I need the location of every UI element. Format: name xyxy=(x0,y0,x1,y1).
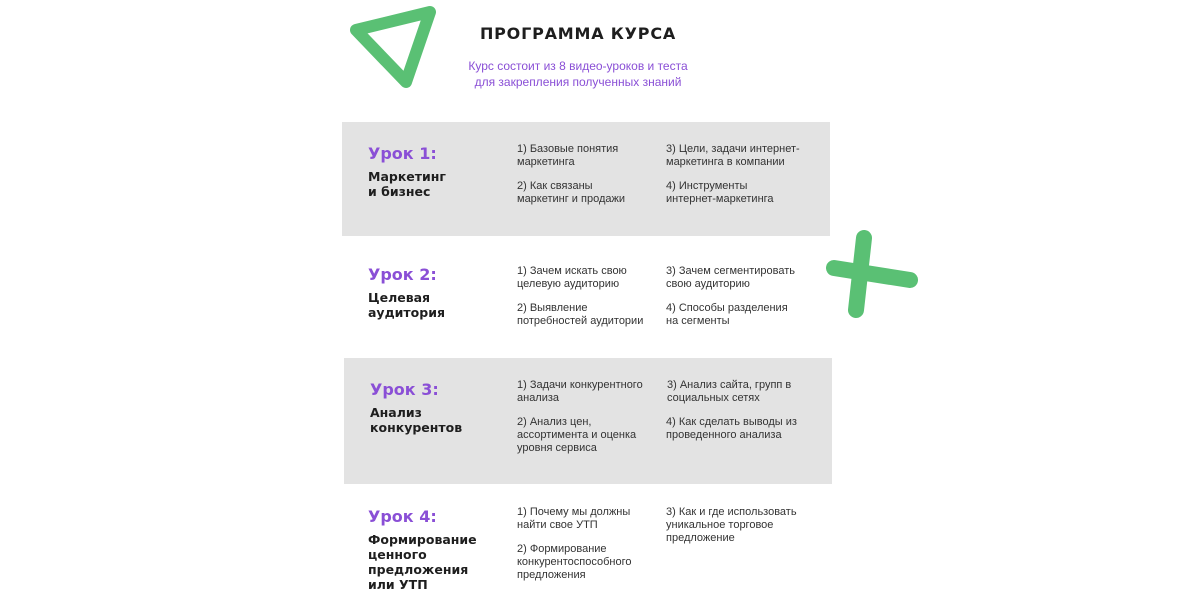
lesson-topic xyxy=(517,143,657,169)
lesson-heading xyxy=(368,265,496,320)
topic-line: 3) Цели, задачи интернет- xyxy=(666,143,800,155)
lesson-topic xyxy=(517,265,657,291)
lesson-title xyxy=(368,169,496,199)
lesson-title xyxy=(368,532,496,592)
lesson-card-3 xyxy=(344,358,832,484)
lesson-topic xyxy=(666,265,806,291)
lesson-topic xyxy=(517,543,657,583)
topic-line: конкурентоспособного xyxy=(517,556,632,569)
topic-line: свою аудиторию xyxy=(666,278,750,291)
lesson-topic xyxy=(517,506,657,532)
lesson-topic xyxy=(666,302,806,328)
lesson-topic xyxy=(517,302,657,328)
topic-line: уровня сервиса xyxy=(517,442,597,455)
lesson-title-line: аудитория xyxy=(368,305,446,320)
topic-line: 2) Выявление xyxy=(517,302,588,314)
lesson-number: Урок 3: xyxy=(370,380,439,399)
topic-line: 2) Как связаны xyxy=(517,180,593,192)
topic-line: 2) Анализ цен, xyxy=(517,416,592,428)
lesson-heading xyxy=(370,380,498,435)
page-title: ПРОГРАММА КУРСА xyxy=(479,24,677,43)
lesson-title-line: Целевая xyxy=(368,290,431,305)
topic-line: маркетинга в компании xyxy=(666,156,785,169)
topic-line: ассортимента и оценка xyxy=(517,429,637,442)
lesson-topic xyxy=(517,180,657,206)
topic-line: предложения xyxy=(517,569,586,582)
lesson-topic xyxy=(517,379,657,405)
topic-line: целевую аудиторию xyxy=(517,278,620,291)
lesson-title-line: ценного xyxy=(368,547,427,562)
subtitle-line: Курс состоит из 8 видео-уроков и теста xyxy=(468,59,688,73)
lesson-title-line: Маркетинг xyxy=(368,169,446,184)
lesson-topic xyxy=(666,416,806,442)
lesson-card-4 xyxy=(342,492,830,598)
lesson-title-line: или УТП xyxy=(368,577,428,592)
lesson-title-line: конкурентов xyxy=(370,420,463,435)
topic-line: интернет-маркетинга xyxy=(666,193,774,206)
subtitle-line: для закрепления полученных знаний xyxy=(474,75,682,89)
lesson-number: Урок 1: xyxy=(368,144,437,163)
topic-line: маркетинга xyxy=(517,156,575,169)
lesson-topic xyxy=(667,379,807,405)
lesson-card-2 xyxy=(342,244,830,352)
topic-line: предложение xyxy=(666,532,735,545)
topic-line: уникальное торговое xyxy=(666,519,774,532)
topic-line: 3) Анализ сайта, групп в xyxy=(667,379,792,391)
lesson-heading xyxy=(368,144,496,199)
topic-line: 2) Формирование xyxy=(517,543,607,555)
lesson-title xyxy=(368,290,496,320)
topic-line: 4) Как сделать выводы из xyxy=(666,416,797,428)
topic-line: 1) Почему мы должны xyxy=(517,506,631,518)
topic-line: маркетинг и продажи xyxy=(517,193,626,206)
lesson-heading xyxy=(368,507,496,592)
cross-icon xyxy=(826,228,918,320)
course-header xyxy=(400,24,756,90)
topic-line: 3) Как и где использовать xyxy=(666,506,797,518)
lesson-topic xyxy=(666,506,806,546)
topic-line: 4) Инструменты xyxy=(666,180,748,192)
lesson-topic xyxy=(666,180,806,206)
lesson-title xyxy=(370,405,498,435)
topic-line: 3) Зачем сегментировать xyxy=(666,265,795,277)
lesson-title-line: предложения xyxy=(368,562,469,577)
topic-line: 1) Задачи конкурентного xyxy=(517,379,643,391)
lesson-title-line: Формирование xyxy=(368,532,477,547)
topic-line: найти свое УТП xyxy=(517,519,598,532)
lesson-number: Урок 2: xyxy=(368,265,437,284)
lesson-title-line: Анализ xyxy=(370,405,422,420)
topic-line: проведенного анализа xyxy=(666,429,782,442)
topic-line: 1) Зачем искать свою xyxy=(517,265,627,277)
topic-line: 4) Способы разделения xyxy=(666,302,788,314)
topic-line: анализа xyxy=(517,392,560,405)
topic-line: потребностей аудитории xyxy=(517,315,644,328)
lesson-card-1 xyxy=(342,122,830,236)
lesson-number: Урок 4: xyxy=(368,507,437,526)
topic-line: 1) Базовые понятия xyxy=(517,143,619,155)
topic-line: на сегменты xyxy=(666,315,730,328)
lesson-topic xyxy=(517,416,657,456)
topic-line: социальных сетях xyxy=(667,392,760,405)
lesson-title-line: и бизнес xyxy=(368,184,431,199)
page-subtitle xyxy=(400,58,756,90)
lesson-topic xyxy=(666,143,806,169)
